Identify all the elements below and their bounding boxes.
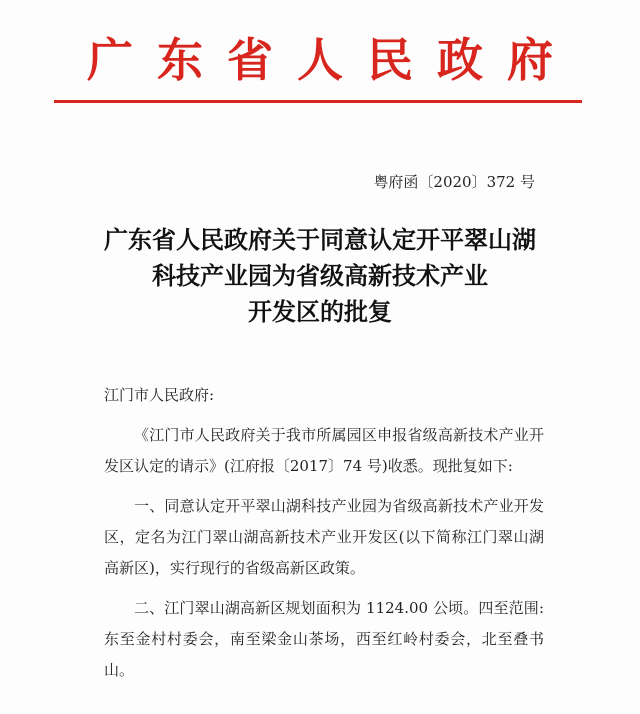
document-title-line: 开发区的批复 <box>248 297 392 326</box>
document-body <box>104 380 544 695</box>
body-paragraph: 一、同意认定开平翠山湖科技产业园为省级高新技术产业开发区，定名为江门翠山湖高新技术产业开发区(以下简称江门翠山湖高新区)，实行现行的省级高新区政策。 <box>104 497 544 577</box>
body-paragraph: 《江门市人民政府关于我市所属园区申报省级高新技术产业开发区认定的请示》(江府报〔2017〕74 号)收悉。现批复如下: <box>104 426 544 475</box>
body-paragraph: 二、江门翠山湖高新区规划面积为 1124.00 公顷。四至范围:东至金村村委会，南至梁金山茶场，西至红岭村委会，北至叠书山。 <box>104 599 544 679</box>
red-separator-line <box>54 100 582 103</box>
document-title-line: 科技产业园为省级高新技术产业 <box>152 261 488 290</box>
addressee: 江门市人民政府: <box>104 386 215 404</box>
document-title <box>0 222 640 330</box>
masthead-title: 广东省人民政府 <box>87 33 577 87</box>
document-number: 粤府函〔2020〕372 号 <box>373 173 535 191</box>
document-title-line: 广东省人民政府关于同意认定开平翠山湖 <box>104 225 536 254</box>
